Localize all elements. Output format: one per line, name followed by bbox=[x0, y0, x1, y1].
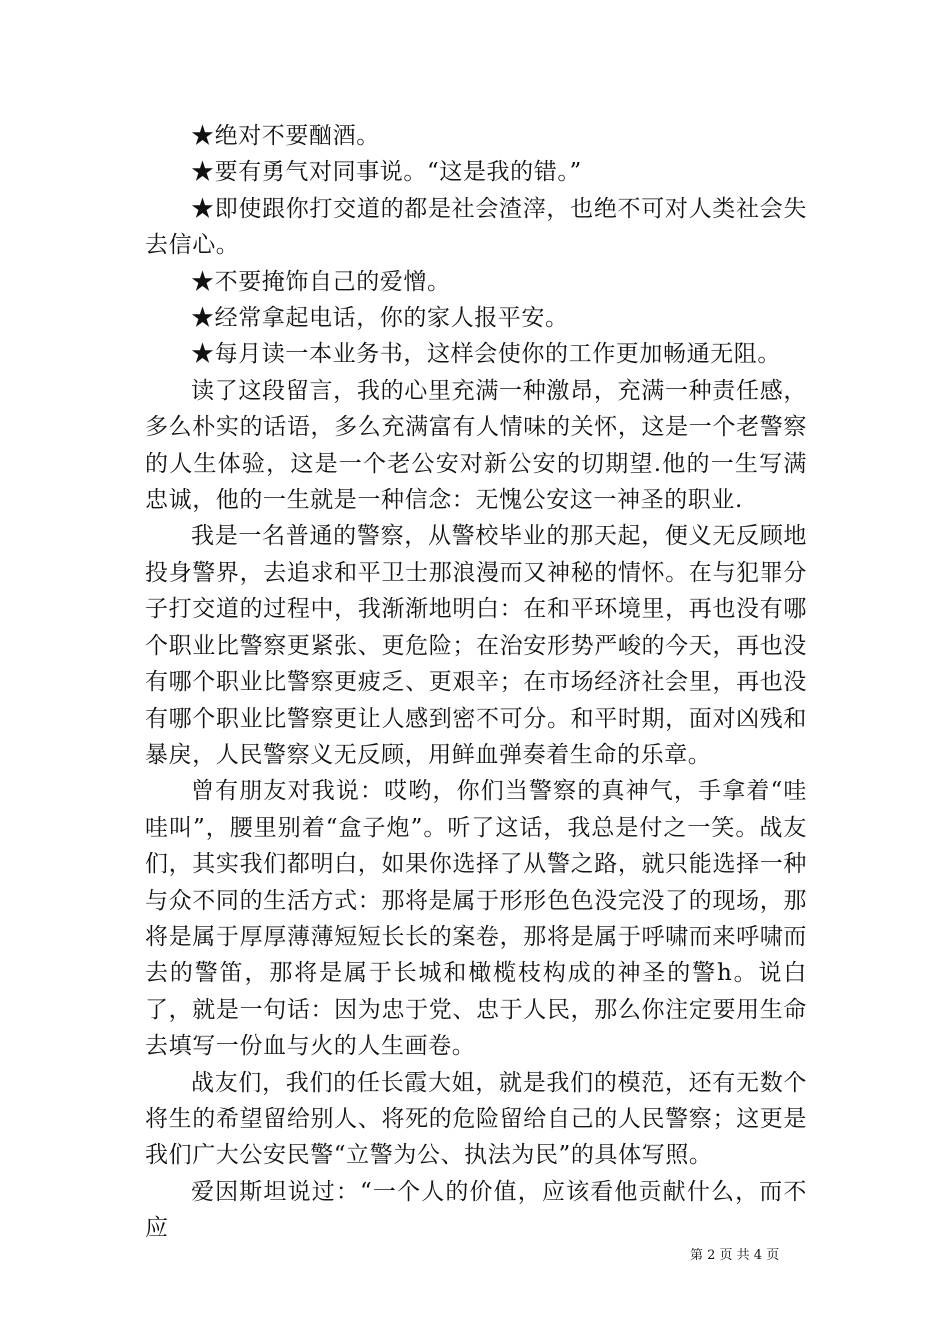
paragraph-rule-drinking: ★绝对不要酗酒。 bbox=[191, 123, 380, 149]
document-body bbox=[145, 118, 807, 1247]
paragraph-rule-love-hate: ★不要掩饰自己的爱憎。 bbox=[191, 268, 451, 295]
paragraph-rule-read-book: ★每月读一本业务书，这样会使你的工作更加畅通无阻。 bbox=[191, 341, 781, 368]
paragraph-rule-faith-in-society: ★即使跟你打交道的都是社会渣滓，也绝不可对人类社会失去信心。 bbox=[145, 195, 807, 259]
paragraph-role-model: 战友们，我们的任长霞大姐，就是我们的模范，还有无数个将生的希望留给别人、将死的危险留给自己的人民警察；这更是我们广大公安民警“立警为公、执法为民”的具体写照。 bbox=[145, 1069, 807, 1169]
paragraph-reflection: 读了这段留言，我的心里充满一种激昂，充满一种责任感，多么朴实的话语，多么充满富有人情味的关怀，这是一个老警察的人生体验，这是一个老公安对新公安的切期望.他的一生写满忠诚，他的一生就是一种信念：无愧公安这一神圣的职业. bbox=[145, 377, 807, 514]
paragraph-einstein-quote: 爱因斯坦说过：“一个人的价值，应该看他贡献什么，而不应 bbox=[145, 1178, 807, 1242]
paragraph-friend-remark: 曾有朋友对我说：哎哟，你们当警察的真神气，手拿着“哇哇叫”，腰里别着“盒子炮”。听了这话，我总是付之一笑。战友们，其实我们都明白，如果你选择了从警之路，就只能选择一种与众不同的生活方式：那将是属于形形色色没完没了的现场，那将是属于厚厚薄薄短短长长的案卷，那将是属于呼啸而来呼啸而去的警笛，那将是属于长城和橄榄枝构成的神圣的警h。说白了，就是一句话：因为忠于党、忠于人民，那么你注定要用生命去填写一份血与火的人生画卷。 bbox=[145, 778, 807, 1060]
paragraph-rule-call-family: ★经常拿起电话，你的家人报平安。 bbox=[191, 305, 569, 332]
page-number-footer: 第 2 页 共 4 页 bbox=[690, 1248, 780, 1263]
paragraph-ordinary-police: 我是一名普通的警察，从警校毕业的那天起，便义无反顾地投身警界，去追求和平卫士那浪漫而又神秘的情怀。在与犯罪分子打交道的过程中，我渐渐地明白：在和平环境里，再也没有哪个职业比警察更紧张、更危险；在治安形势严峻的今天，再也没有哪个职业比警察更疲乏、更艰辛；在市场经济社会里，再也没有哪个职业比警察更让人感到密不可分。和平时期，面对凶残和暴戾，人民警察义无反顾，用鲜血弹奏着生命的乐章。 bbox=[145, 523, 807, 768]
paragraph-rule-admit-mistake: ★要有勇气对同事说。“这是我的错。” bbox=[191, 159, 582, 186]
